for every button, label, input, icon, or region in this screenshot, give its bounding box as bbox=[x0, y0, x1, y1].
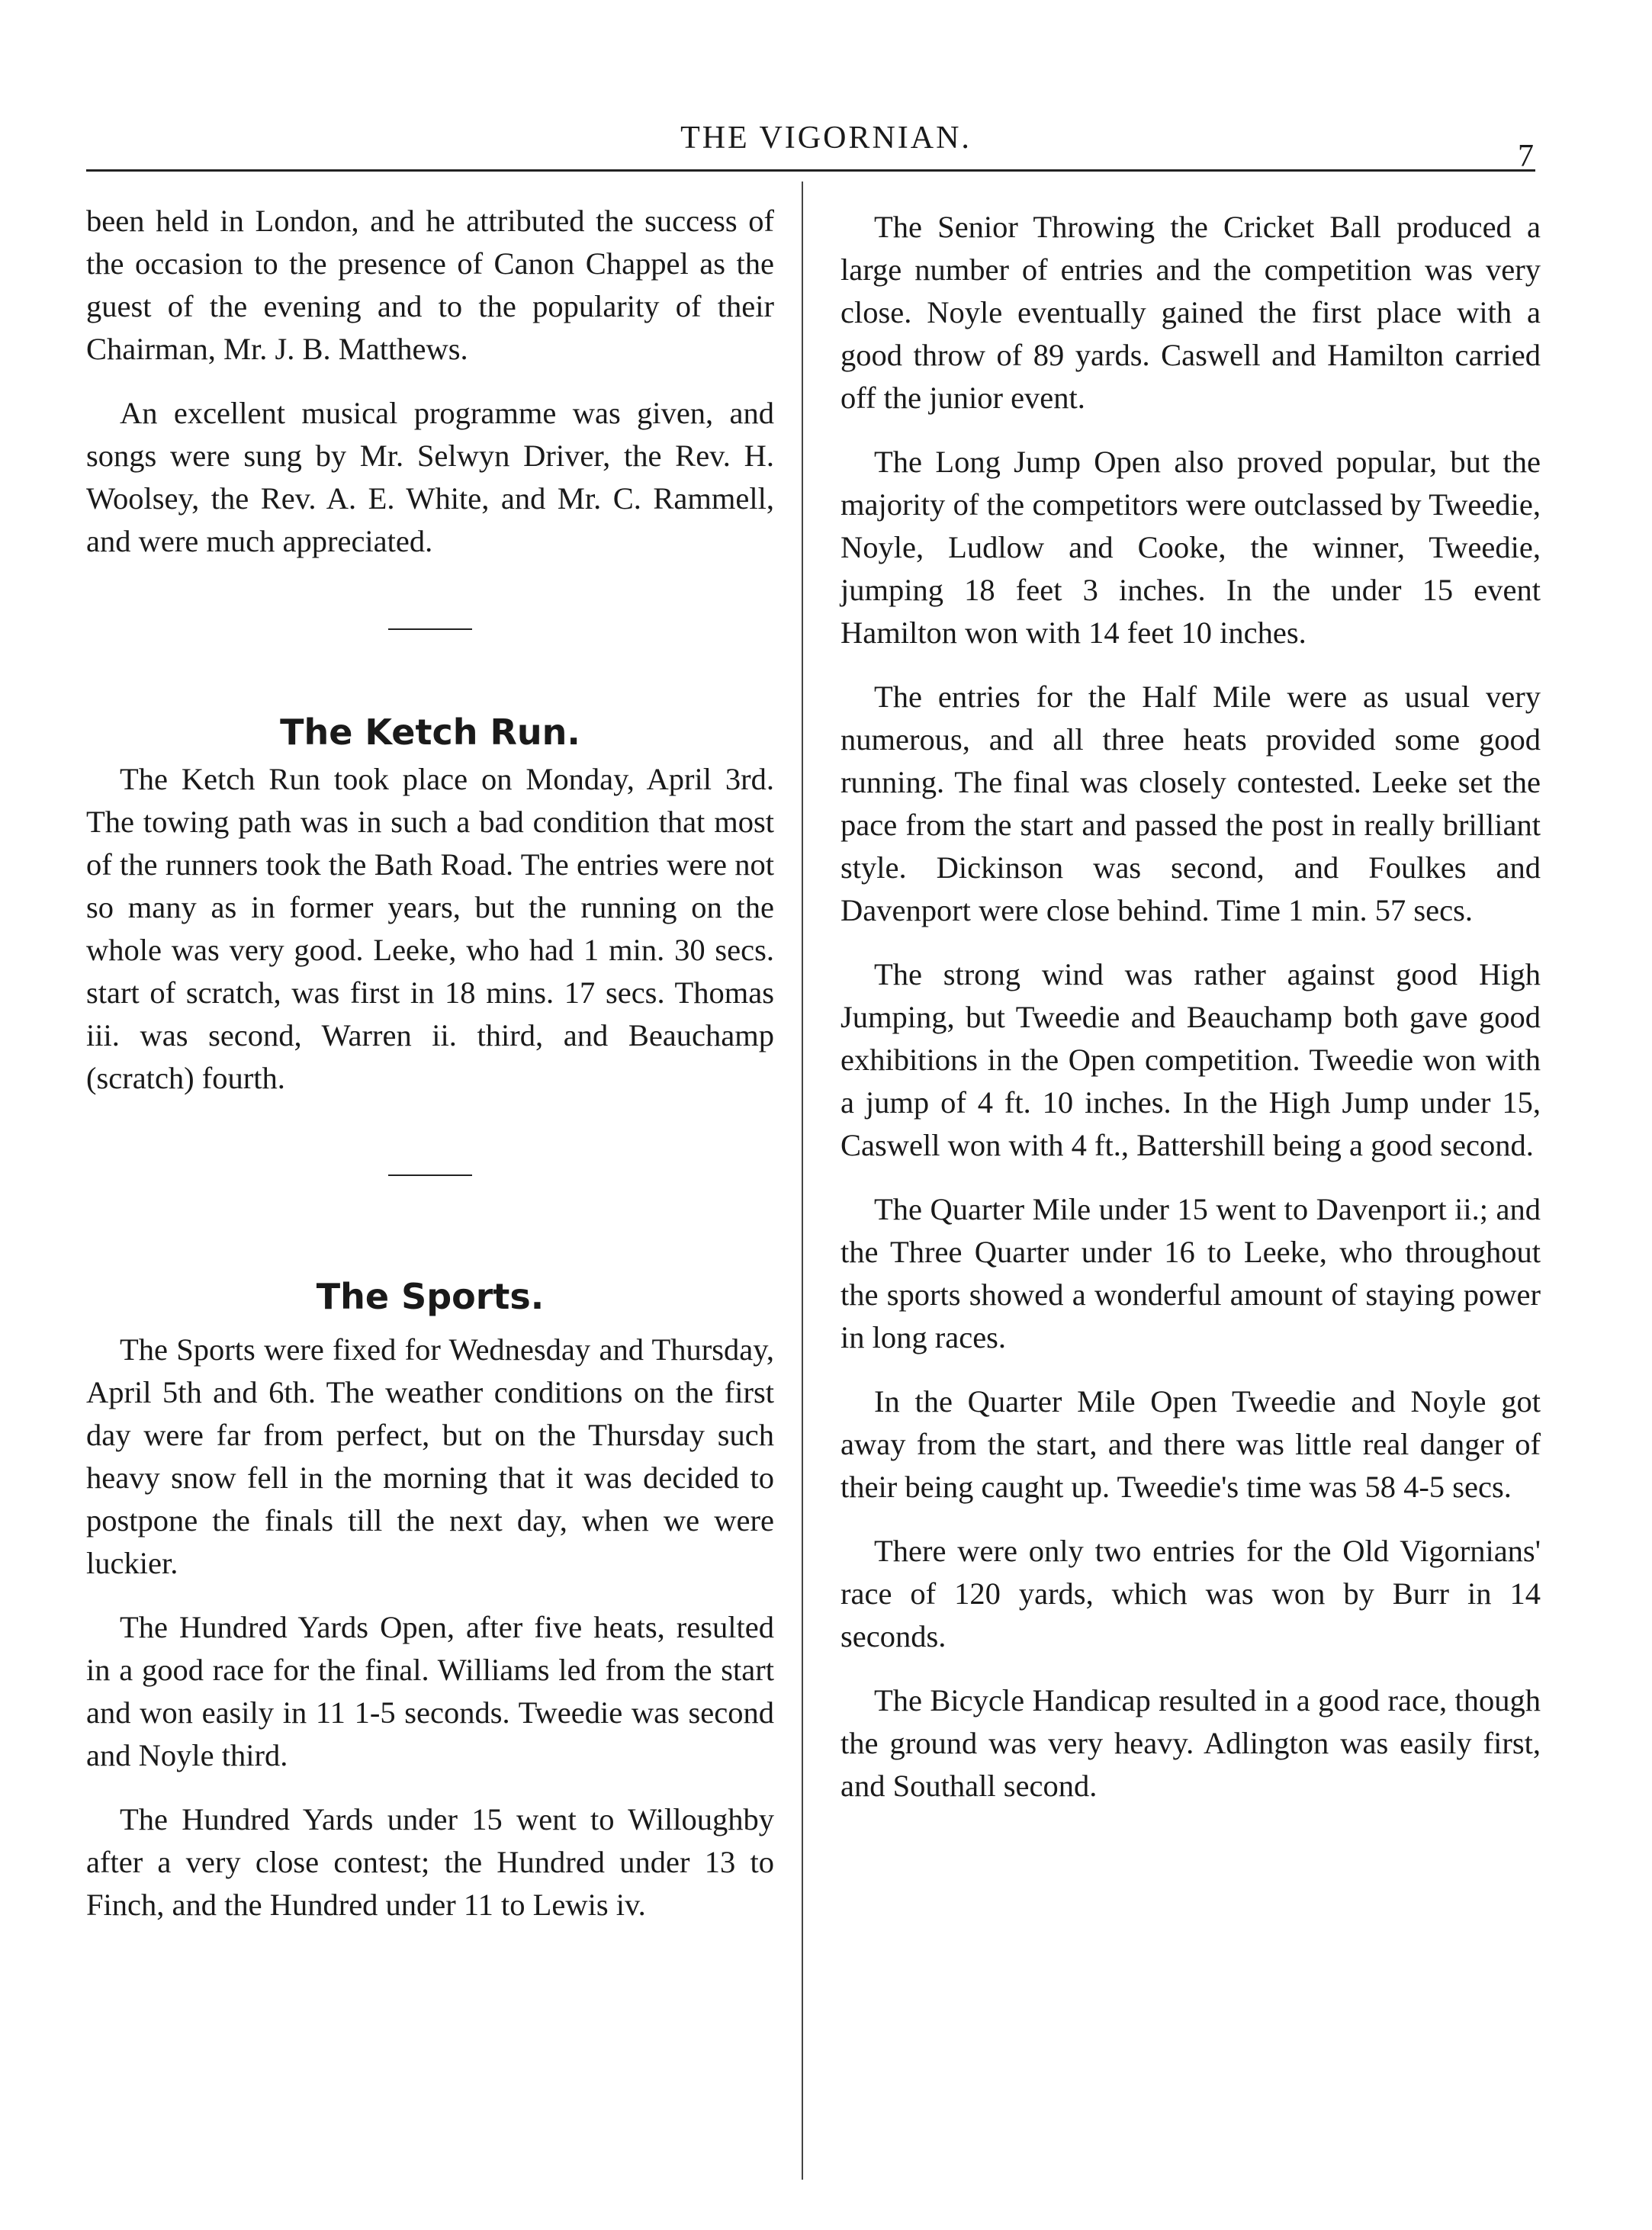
section-divider bbox=[388, 1174, 472, 1176]
paragraph-old-vigornians-race: There were only two entries for the Old Vigornians' race of 120 yards, which was won by Burr in 14 seconds. bbox=[840, 1534, 1541, 1653]
paragraph-hundred-yards-open: The Hundred Yards Open, after five heats, resulted in a good race for the final. Williams led from the start and won easily in 11 1-5 seconds. Tweedie was second and Noyle third. bbox=[86, 1610, 774, 1772]
paragraph-cricket-ball: The Senior Throwing the Cricket Ball produced a large number of entries and the competition was very close. Noyle eventually gained the first place with a good throw of 89 yards. Caswell and Hamilton carried off the junior event. bbox=[840, 210, 1541, 415]
paragraph-long-jump: The Long Jump Open also proved popular, but the majority of the competitors were outclassed by Tweedie, Noyle, Ludlow and Cooke, the winner, Tweedie, jumping 18 feet 3 inches. In the under 15 event Hamilton won with 14 feet 10 inches. bbox=[840, 445, 1541, 650]
paragraph-ketch-run: The Ketch Run took place on Monday, April 3rd. The towing path was in such a bad condition that most of the runners took the Bath Road. The entries were not so many as in former years, but the running on the whole was very good. Leeke, who had 1 min. 30 secs. start of scratch, was first in 18 mins. 17 secs. Thomas iii. was second, Warren ii. third, and Beauchamp (scratch) fourth. bbox=[86, 762, 774, 1095]
paragraph-half-mile: The entries for the Half Mile were as usual very numerous, and all three heats provided some good running. The final was closely contested. Leeke set the pace from the start and passed the post in really brilliant style. Dickinson was second, and Foulkes and Davenport were close behind. Time 1 min. 57 secs. bbox=[840, 680, 1541, 927]
paragraph-hundred-yards-under-15: The Hundred Yards under 15 went to Willoughby after a very close contest; the Hundred under 13 to Finch, and the Hundred under 11 to Lewis iv. bbox=[86, 1802, 774, 1922]
paragraph-sports-intro: The Sports were fixed for Wednesday and Thursday, April 5th and 6th. The weather conditions on the first day were far from perfect, but on the Thursday such heavy snow fell in the morning that it was decided to postpone the finals till the next day, when we were luckier. bbox=[86, 1332, 774, 1580]
sports-heading: The Sports. bbox=[316, 1276, 545, 1317]
section-divider bbox=[388, 628, 472, 630]
paragraph-high-jump: The strong wind was rather against good High Jumping, but Tweedie and Beauchamp both gave good exhibitions in the Open competition. Tweedie won with a jump of 4 ft. 10 inches. In the High Jump under 15, Caswell won with 4 ft., Battershill being a good second. bbox=[840, 957, 1541, 1162]
left-column bbox=[86, 200, 774, 1948]
paragraph-quarter-mile-open: In the Quarter Mile Open Tweedie and Noyle got away from the start, and there was little real danger of their being caught up. Tweedie's time was 58 4-5 secs. bbox=[840, 1384, 1541, 1504]
page-number: 7 bbox=[1518, 139, 1534, 174]
column-divider bbox=[802, 182, 803, 2180]
paragraph-quarter-mile-under-15: The Quarter Mile under 15 went to Davenport ii.; and the Three Quarter under 16 to Leeke, who throughout the sports showed a wonderful amount of staying power in long races. bbox=[840, 1192, 1541, 1354]
right-column bbox=[840, 206, 1541, 1829]
ketch-run-heading: The Ketch Run. bbox=[280, 712, 580, 753]
running-header-title: THE VIGORNIAN. bbox=[680, 120, 972, 156]
paragraph-musical-programme: An excellent musical programme was given, and songs were sung by Mr. Selwyn Driver, the Rev. H. Woolsey, the Rev. A. E. White, and Mr. C. Rammell, and were much appreciated. bbox=[86, 396, 774, 558]
paragraph-bicycle-handicap: The Bicycle Handicap resulted in a good race, though the ground was very heavy. Adlington was easily first, and Southall second. bbox=[840, 1683, 1541, 1803]
paragraph-dinner-continued: been held in London, and he attributed the success of the occasion to the presence of Canon Chappel as the guest of the evening and to the popularity of their Chairman, Mr. J. B. Matthews. bbox=[86, 204, 774, 366]
header-rule bbox=[86, 169, 1535, 172]
